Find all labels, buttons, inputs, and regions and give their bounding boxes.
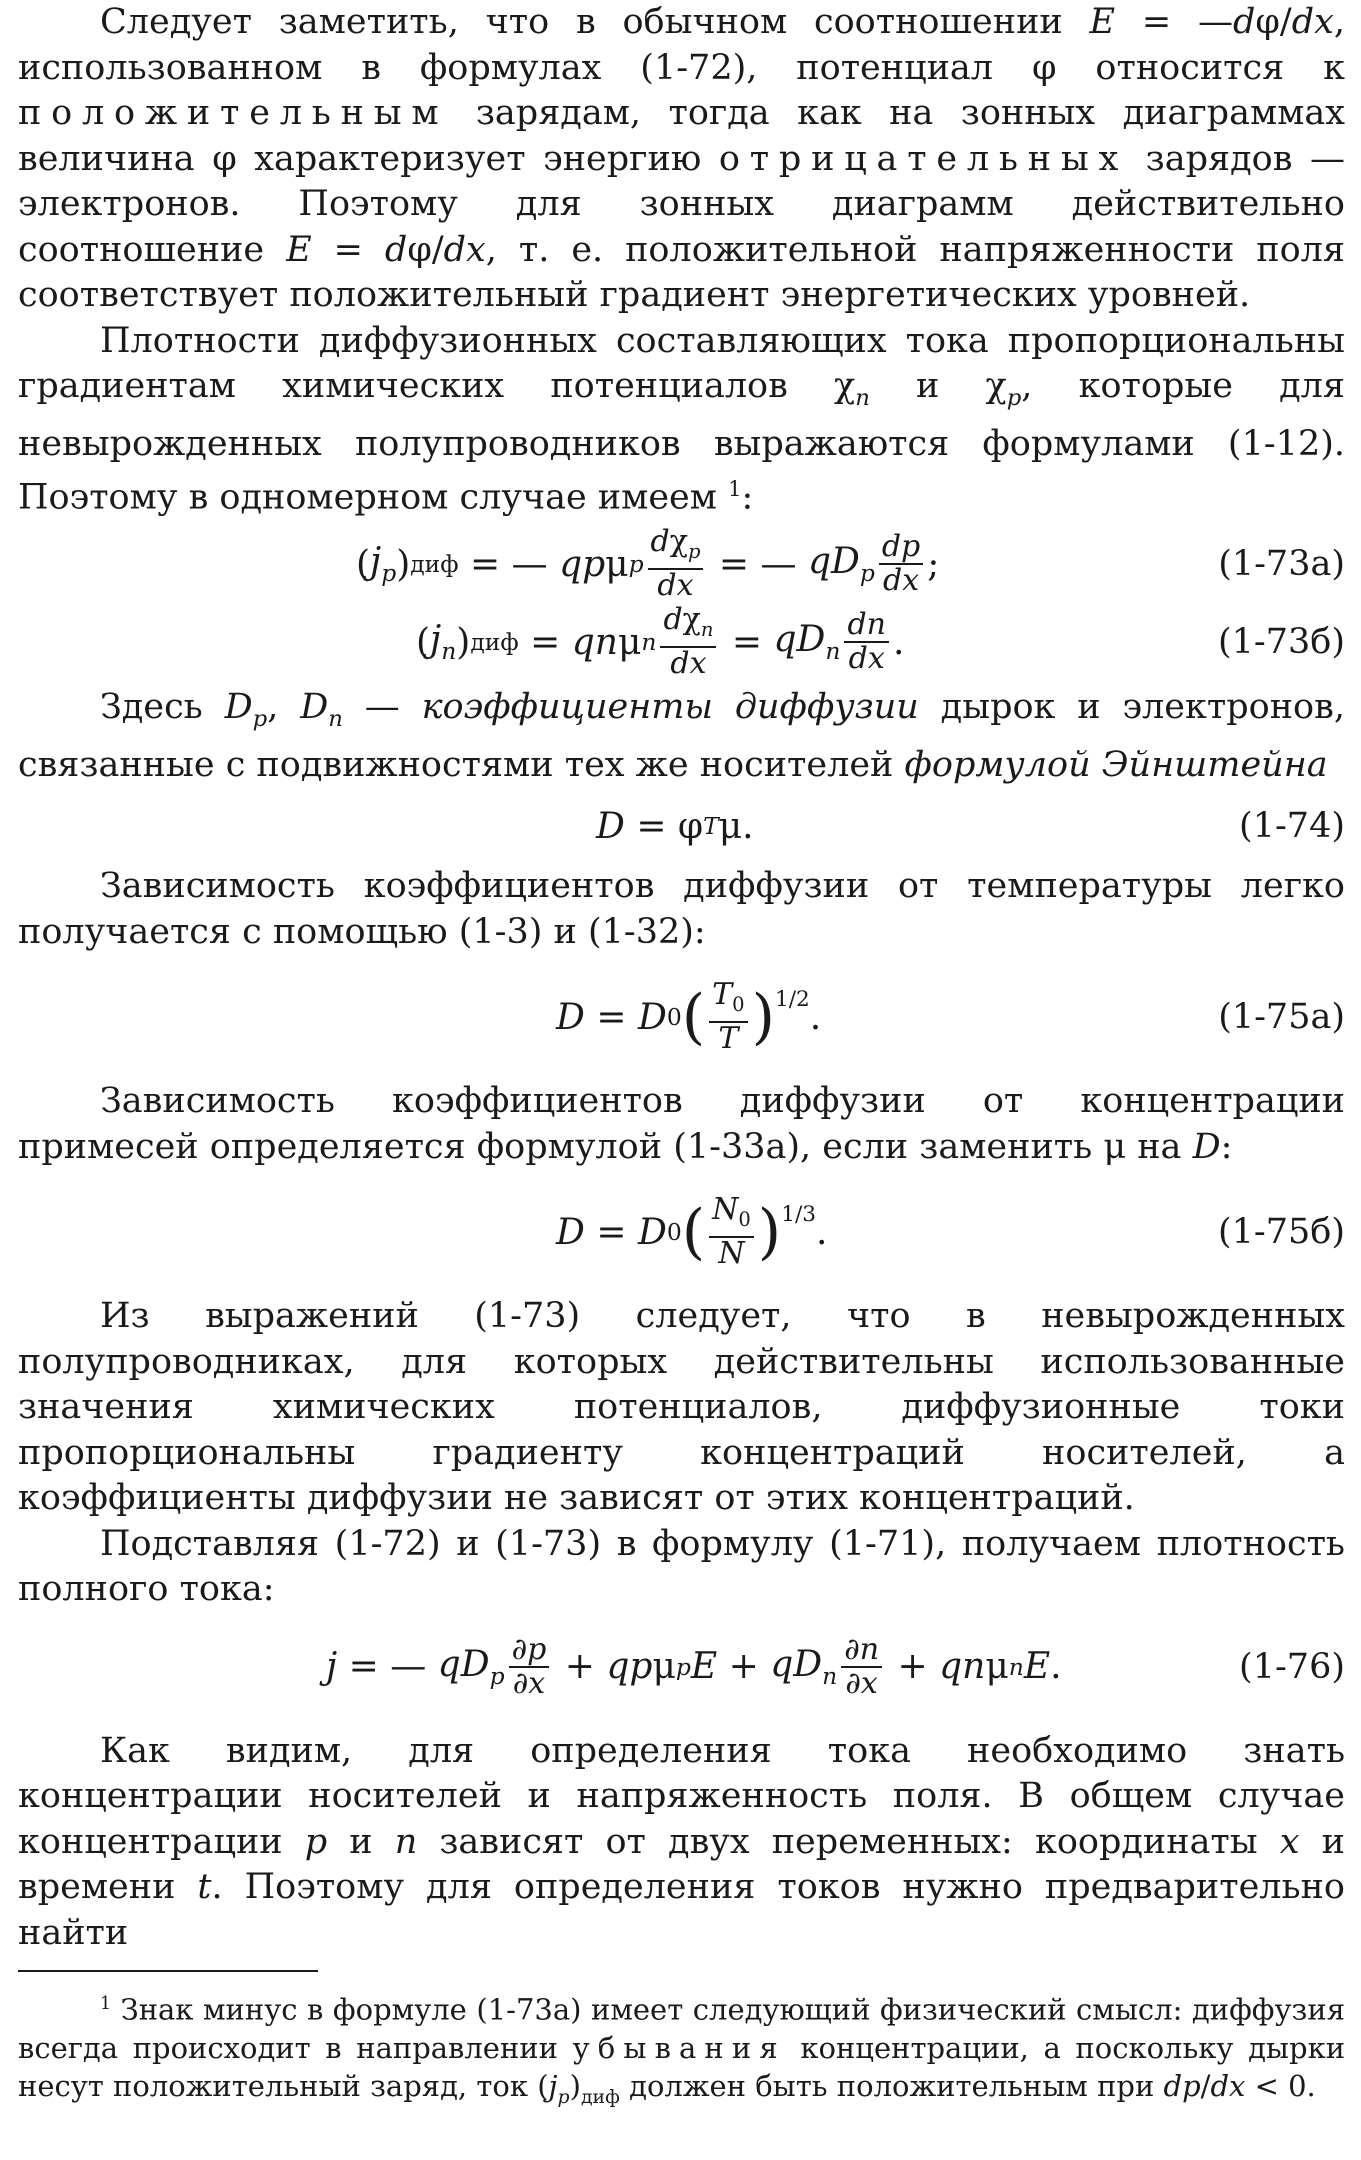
footnote-number: 1 (100, 1994, 112, 2014)
formula-D-temperature: D = D 0 ( $\frac{T_0}{T}$ ) $^{1/2}$ . (556, 977, 822, 1057)
paragraph-diffusion-density: Плотности диффузионных составляющих тока пропорциональны градиентам химических потенциалов $\chi_n$ и $\chi_p$, которые для невырожденных полупроводников выражаются формулами (1-12). Поэтому в одномерном случае имеем $^1$: (18, 320, 1345, 518)
paragraph-temperature-dependence: Зависимость коэффициентов диффузии от температуры легко получается с помощью (1-3) и (1-32): (18, 866, 1345, 952)
paragraph-concentration-dependence: Зависимость коэффициентов диффузии от концентрации примесей определяется формулой (1-33а), если заменить μ на D: (18, 1081, 1345, 1167)
paragraph-nondegenerate: Из выражений (1-73) следует, что в невырожденных полупроводниках, для которых действительны использованные значения химических потенциалов, диффузионные токи пропорциональны градиенту концентраций носителей, а коэффициенты диффузии не зависят от этих концентраций. (18, 1296, 1345, 1519)
formula-jn-diff: ( $j_n$ ) диф = qn μ n $\frac{d\chi_n}{dx}$ = $qD_n$ $\frac{dn}{dx}$ . (416, 602, 905, 682)
equation-1-75a (18, 969, 1345, 1065)
equation-1-74 (18, 796, 1345, 856)
equation-number: (1-74) (1239, 806, 1345, 847)
formula-jp-diff: ( $j_p$ ) диф = — qp μ p $\frac{d\chi_p}{dx}$ = — $qD_p$ $\frac{dp}{dx}$ ; (356, 524, 940, 604)
equation-number: (1-75а) (1218, 997, 1345, 1038)
footnote: $^1$ Знак минус в формуле (1-73а) имеет следующий физический смысл: диффузия всегда происходит в направлении убывания концентрации, а поскольку дырки несут положительный заряд, ток $(j_p)_{диф}$ должен быть положительным при dp/dx < 0. (18, 1992, 1346, 2108)
paragraph-total-current: Подставляя (1-72) и (1-73) в формулу (1-71), получаем плотность полного тока: (18, 1523, 1345, 1610)
footnote-marker: 1 (728, 477, 742, 501)
formula-D-concentration: D = D 0 ( $\frac{N_0}{N}$ ) $^{1/3}$ . (556, 1192, 828, 1272)
formula-einstein: D = φ T μ. (596, 805, 754, 847)
equation-number: (1-76) (1239, 1646, 1345, 1687)
equation-1-73b (18, 602, 1345, 682)
equation-number: (1-75б) (1217, 1212, 1345, 1253)
math-E-minus-dphi-dx: E (1089, 2, 1116, 42)
equation-1-76 (18, 1625, 1345, 1709)
equation-1-73a (18, 524, 1345, 604)
equation-1-75b (18, 1184, 1345, 1280)
footnote-divider (18, 1970, 318, 1972)
equation-number: (1-73б) (1217, 622, 1345, 663)
paragraph-potential-sign: Следует заметить, что в обычном соотношении E = —dφ/dx, использованном в формулах (1-72), потенциал φ относится к положительным зарядам, тогда как на зонных диаграммах величина φ характеризует энергию отрицательных зарядов — электронов. Поэтому для зонных диаграмм действительно соотношение E = dφ/dx, т. е. положительной напряженности поля соответствует положительный градиент энергетических уровней. (18, 2, 1345, 315)
formula-total-current: j = — $qD_p$ $\frac{\partial p}{\partial x}$ + qp μ p E + $qD_n$ $\frac{\partial n}{\partial x}$ + qn μ n E . (326, 1631, 1062, 1701)
equation-number: (1-73а) (1218, 544, 1345, 585)
paragraph-conclusion: Как видим, для определения тока необходимо знать концентрации носителей и напряженность поля. В общем случае концентрации p и n зависят от двух переменных: координаты x и времени t. Поэтому для определения токов нужно предварительно найти (18, 1730, 1345, 1953)
paragraph-einstein: Здесь $D_p$, $D_n$ — коэффициенты диффузии дырок и электронов, связанные с подвижностями тех же носителей формулой Эйнштейна (18, 687, 1345, 785)
math-E-dphi-dx: E (286, 229, 312, 270)
